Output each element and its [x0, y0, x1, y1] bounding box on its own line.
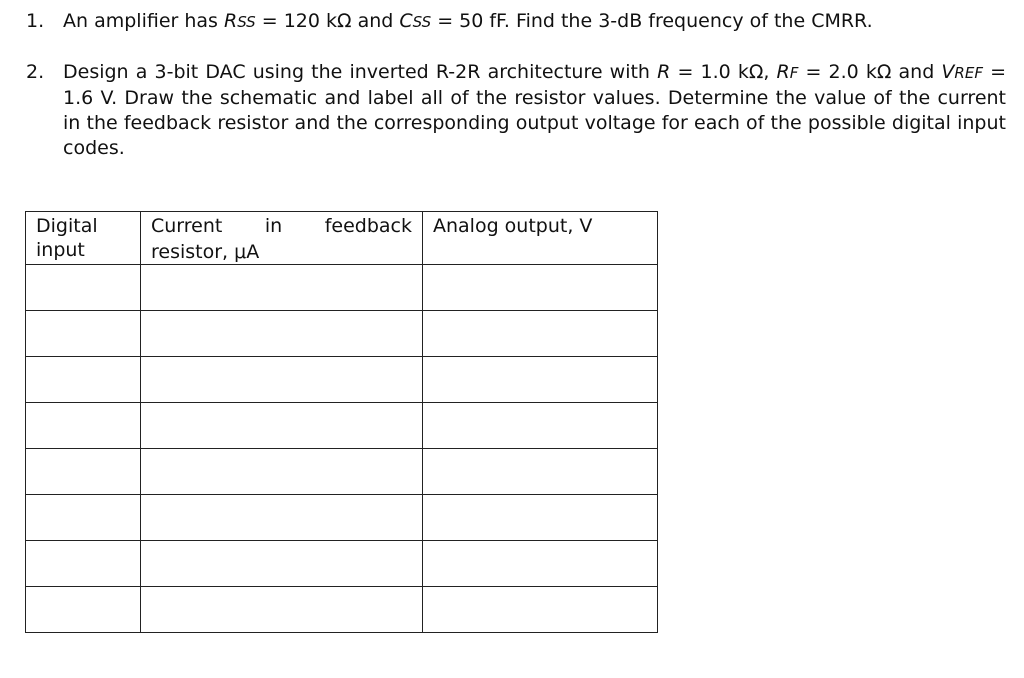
table-cell[interactable]: [26, 311, 141, 357]
problem-1: [26, 9, 1006, 35]
answer-table: [25, 211, 658, 633]
problem-text: An amplifier has RSS = 120 kΩ and CSS = 50 fF. Find the 3-dB frequency of the CMRR.: [63, 10, 873, 32]
table-cell[interactable]: [26, 495, 141, 541]
table-cell[interactable]: [423, 265, 658, 311]
table-row: [26, 357, 658, 403]
table-cell[interactable]: [26, 403, 141, 449]
table-cell[interactable]: [423, 403, 658, 449]
table-header-row: [26, 212, 658, 265]
table-cell[interactable]: [141, 311, 423, 357]
table-cell[interactable]: [26, 541, 141, 587]
table-cell[interactable]: [26, 357, 141, 403]
table-cell[interactable]: [423, 541, 658, 587]
table-row: [26, 587, 658, 633]
problem-number: 2.: [26, 61, 45, 83]
table-cell[interactable]: [26, 449, 141, 495]
table-cell[interactable]: [423, 449, 658, 495]
header-current-feedback: Current in feedback resistor, μA: [141, 212, 423, 265]
table-cell[interactable]: [26, 587, 141, 633]
table-cell[interactable]: [423, 495, 658, 541]
table-row: [26, 495, 658, 541]
table-row: [26, 265, 658, 311]
table-row: [26, 449, 658, 495]
table-cell[interactable]: [141, 587, 423, 633]
table-row: [26, 541, 658, 587]
header-analog-output: Analog output, V: [423, 212, 658, 265]
table-cell[interactable]: [26, 265, 141, 311]
table-cell[interactable]: [141, 541, 423, 587]
problem-2: [26, 60, 1006, 161]
problem-number: 1.: [26, 10, 45, 32]
table-row: [26, 311, 658, 357]
table-cell[interactable]: [423, 587, 658, 633]
table-cell[interactable]: [423, 357, 658, 403]
table-cell[interactable]: [141, 265, 423, 311]
table-cell[interactable]: [141, 403, 423, 449]
header-digital-input: Digital input: [26, 212, 141, 265]
table-cell[interactable]: [141, 449, 423, 495]
table-cell[interactable]: [141, 357, 423, 403]
table-row: [26, 403, 658, 449]
table-cell[interactable]: [423, 311, 658, 357]
problem-text: Design a 3-bit DAC using the inverted R-2R architecture with R = 1.0 kΩ, RF = 2.0 kΩ and VREF = 1.6 V. Draw the schematic and label all of the resistor values. Determine the value of the current in the feedback resistor and the corresponding output voltage for each of the possible digital input codes.: [63, 61, 1007, 159]
table-cell[interactable]: [141, 495, 423, 541]
